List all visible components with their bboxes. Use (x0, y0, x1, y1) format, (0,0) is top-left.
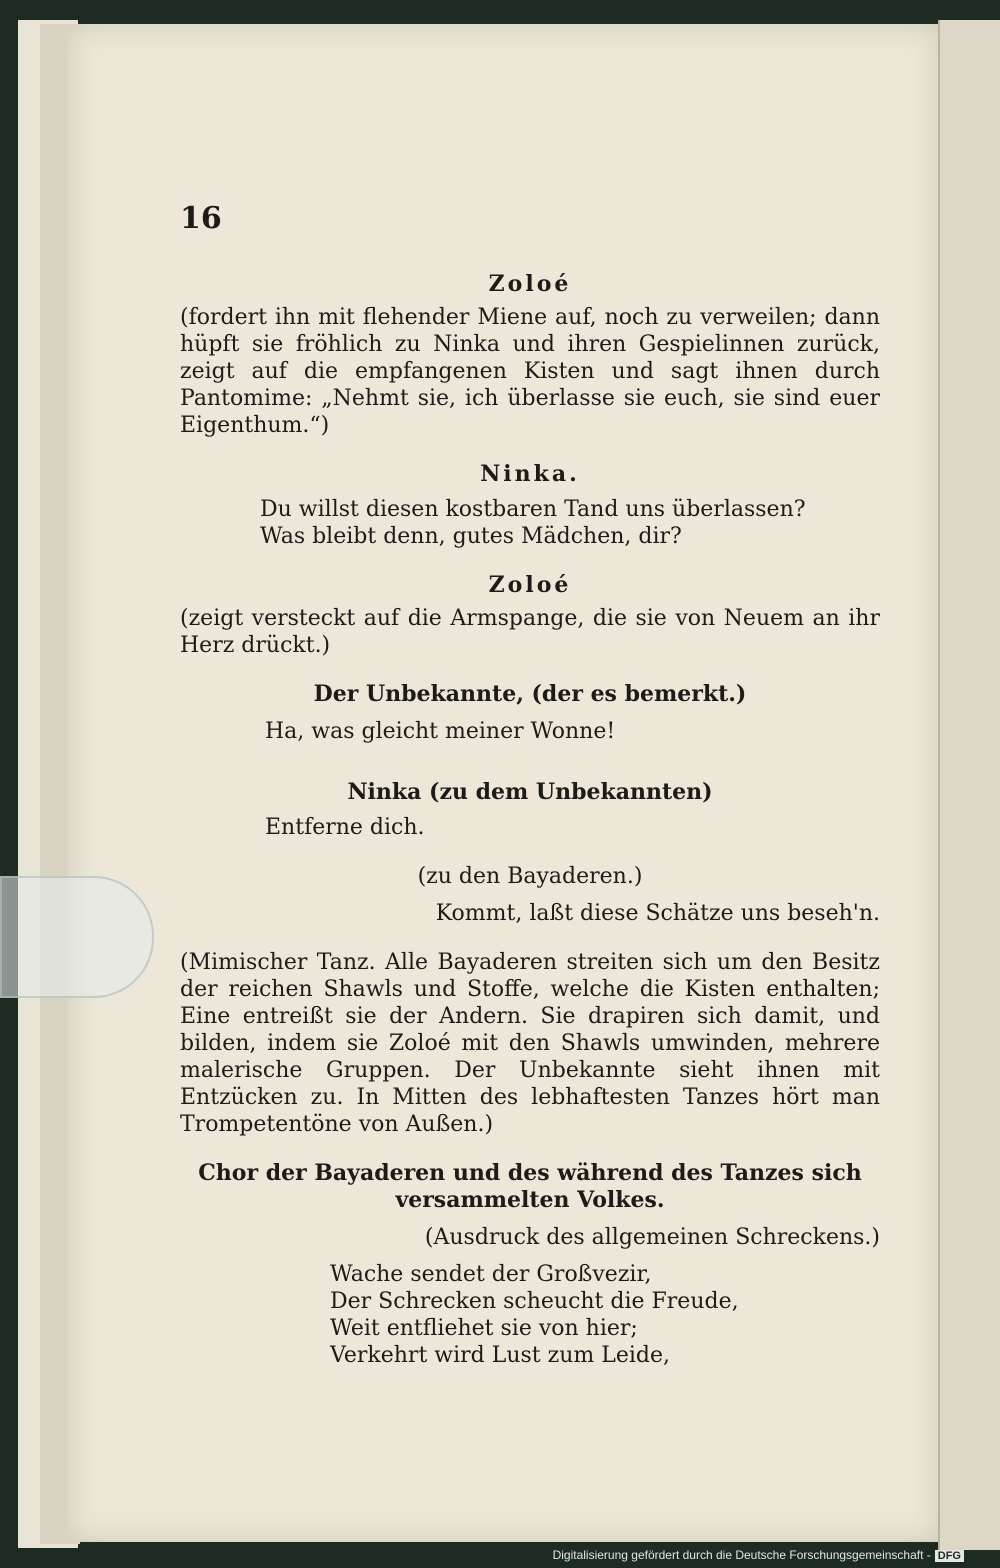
page-number: 16 (180, 201, 222, 236)
speaker-unbekannte: Der Unbekannte, (der es bemerkt.) (313, 681, 747, 707)
footer (553, 1548, 964, 1562)
page-text (180, 201, 880, 1369)
dialogue-line: Was bleibt denn, gutes Mädchen, dir? (260, 524, 682, 549)
verse-line: Weit entfliehet sie von hier; (330, 1316, 638, 1341)
stage-direction: (zeigt versteckt auf die Armspange, die sie von Neuem an ihr Herz drückt.) (180, 606, 880, 658)
dfg-logo: DFG (935, 1550, 964, 1562)
speaker-ninka: Ninka. (480, 461, 580, 487)
right-page (940, 20, 1000, 1550)
speaker-zoloe: Zoloé (488, 572, 572, 598)
stage-direction: (Mimischer Tanz. Alle Bayaderen streiten sich um den Besitz der reichen Shawls und Stoffe, welche die Kisten enthalten; Eine entreißt sie der Andern. Sie drapiren sich damit, und bilden, indem sie Zoloé mit den Shawls umwinden, mehrere malerische Gruppen. Der Unbekannte sieht ihnen mit Entzücken zu. In Mitten des lebhaftesten Tanzes hört man Trompetentöne von Außen.) (180, 950, 880, 1137)
verse-line: Wache sendet der Großvezir, (330, 1262, 652, 1287)
speaker-zoloe: Zoloé (488, 271, 572, 297)
page-clip (0, 876, 154, 998)
footer-text: Digitalisierung gefördert durch die Deutsche Forschungsgemeinschaft - (552, 1548, 931, 1562)
dialogue-line: Du willst diesen kostbaren Tand uns überlassen? (260, 497, 806, 522)
speaker-chorus: Chor der Bayaderen und des während des Tanzes sich versammelten Volkes. (198, 1160, 862, 1213)
dialogue-line: Ha, was gleicht meiner Wonne! (265, 719, 616, 744)
stage-direction: (zu den Bayaderen.) (417, 864, 643, 889)
stage-direction: (fordert ihn mit flehender Miene auf, noch zu verweilen; dann hüpft sie fröhlich zu Ninka und ihren Gespielinnen zurück, zeigt auf die empfangenen Kisten und sagt ihnen durch Pantomime: „Nehmt sie, ich überlasse sie euch, sie sind euer Eigenthum.“) (180, 305, 880, 438)
verse-line: Der Schrecken scheucht die Freude, (330, 1289, 739, 1314)
verse (180, 1261, 880, 1369)
verse-line: Verkehrt wird Lust zum Leide, (330, 1343, 671, 1368)
dialogue-line: Kommt, laßt diese Schätze uns beseh'n. (435, 901, 880, 926)
speaker-ninka: Ninka (zu dem Unbekannten) (347, 779, 713, 805)
dialogue-line: Entferne dich. (265, 815, 425, 840)
stage-direction: (Ausdruck des allgemeinen Schreckens.) (424, 1225, 880, 1250)
